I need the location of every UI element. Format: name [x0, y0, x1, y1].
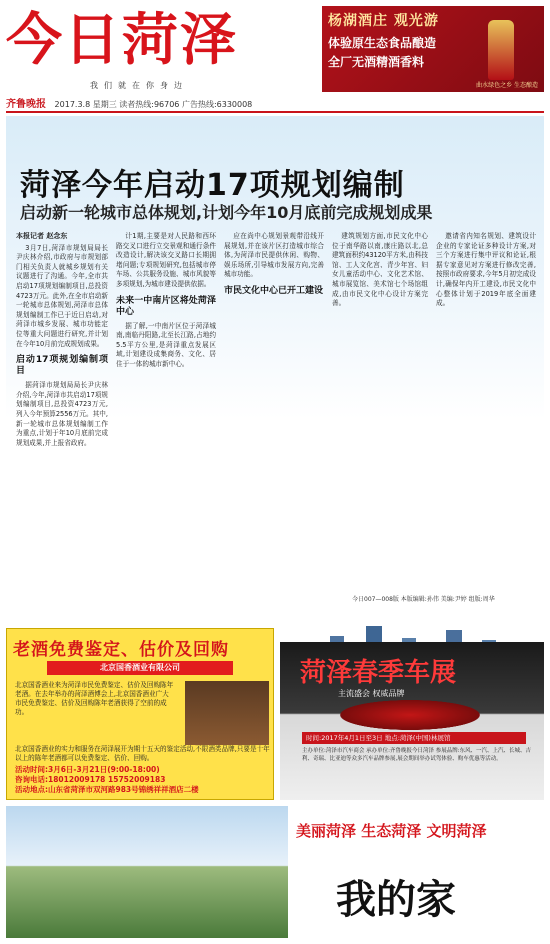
header-ad[interactable]: [322, 6, 544, 92]
city-promo-banner: [6, 806, 544, 938]
article-byline: 本报记者 赵念东: [16, 232, 68, 240]
article-column-5: [436, 232, 536, 482]
article-paragraph: 据菏泽市规划局局长尹庆林介绍,今年,菏泽市共启动17项规划编制项目,总投资4723万元,列入今年预算2556万元。其中,新一轮城市总体规划编制工作为重点,计划于年10月底前完成规划成果,并上报省政府。: [16, 381, 108, 447]
wine-bottle-icon: [488, 20, 514, 80]
header-ad-line1: 杨湖酒庄 观光游: [328, 13, 439, 29]
article-paragraph: 应在尚中心规划景观带沿线开展规划,并在该片区打造城市综合体,为菏泽市民提供休闲、购物、娱乐场所,引导城市发展方向,完善城市功能。: [224, 232, 324, 279]
ad-body-2: 北京国香酒业的实力和服务在菏泽展开为期十五天的鉴定活动,不限酒类品牌,只要是十年以上的陈年老酒都可以免费鉴定、估价、回购。: [15, 745, 270, 762]
section-heading: 未来一中南片区将处菏泽中心: [116, 295, 216, 317]
auto-show-details: 主办单位:菏泽市汽车商会 承办单位:齐鲁晚报今日菏泽 参展品牌:东风、一汽、上汽、长城、吉利、奇瑞、比亚迪等众多汽车品牌参展,展会期间举办试驾体验、购车优惠等活动。: [302, 748, 532, 762]
city-park-image: [6, 806, 288, 938]
car-icon: [340, 700, 480, 730]
auto-show-ad[interactable]: [280, 642, 544, 800]
ad-phone: 咨询电话:18012009178 15752009183: [15, 775, 166, 784]
article-column-2: [116, 232, 216, 612]
auto-show-slogan: 主流盛会 权威品牌: [338, 689, 405, 698]
header-ad-fineprint: 曲水绿色之乡 生态酿造: [476, 82, 538, 89]
article-headline: 菏泽今年启动17项规划编制: [20, 168, 405, 203]
header-ad-line3: 全厂无酒精酒香料: [328, 55, 425, 69]
article-paragraph: 建筑规划方面,市民文化中心位于南华路以南,康庄路以北,总建筑面积约43120平方米,由科技馆、工人文化宫、青少年宫、妇女儿童活动中心、文化艺术馆、城市展览馆、美术馆七个场馆组成,由市民文化中心设计方案完善。: [332, 232, 428, 308]
article-paragraph: 据了解,一中南片区位于菏泽城南,南临丹阳路,北至长江路,占地约5.5平方公里,是菏泽重点发展区域,计划建设成集商务、文化、居住于一体的城市新中心。: [116, 321, 216, 368]
article-subhead: 启动新一轮城市总体规划,计划今年10月底前完成规划成果: [20, 203, 433, 222]
tagline: 我们就在你身边: [90, 81, 188, 90]
appraisal-photo: [185, 681, 269, 745]
lead-article: [6, 116, 544, 622]
newspaper-logo: 今日菏泽: [6, 8, 238, 73]
auto-show-date-bar: 时间:2017年4月1日至3日 地点:菏泽(中国)林展馆: [302, 732, 526, 744]
auto-show-title: 菏泽春季车展: [300, 658, 457, 688]
ad-title: 老酒免费鉴定、估价及回购: [13, 640, 229, 660]
article-paragraph: 邀请省内知名规划、建筑设计企业的专家论证多种设计方案,对三个方案进行集中评议和论证,根据专家意见对方案进行修改完善,按照市政府要求,今年5月初完成设计,确保年内开工建设,市民文化中心整体计划于2019年底全面建成。: [436, 232, 536, 308]
ad-body: 北京国香酒业来为菏泽市民免费鉴定、估价及回购陈年老酒。在去年举办的菏泽酒博会上,北京国香酒业广大市民免费鉴定、估价及回购陈年老酒获得了空前的成功。: [15, 681, 174, 716]
dateline: [6, 95, 316, 109]
section-heading: 启动17项规划编制项目: [16, 355, 108, 377]
ad-place: 活动地点:山东省菏泽市双河路983号锦绣祥祥酒店二楼: [15, 785, 199, 794]
ad-time: 活动时间:3月6日-3月21日(9:00-18:00): [15, 765, 160, 774]
article-column-3: [224, 232, 324, 512]
section-heading: 市民文化中心已开工建设: [224, 285, 324, 296]
page-footer-credits: 今日007—008版 本版编辑:孙伟 美编:尹婷 组版:周华: [352, 596, 495, 603]
article-paragraph: 计1期,主要是对人民路和西环路交叉口进行立交景观和通行条件改造设计,解决该交叉路口长期拥堵问题;专项规划研究,包括城市停车场、公共服务设施、城市风貌等多项规划,为城市建设提供依据。: [116, 232, 216, 288]
header-ad-line2: 体验原生态食品酿造: [328, 36, 437, 50]
liquor-appraisal-ad[interactable]: [6, 628, 274, 800]
paper-name: 齐鲁晚报: [6, 99, 46, 110]
article-paragraph: 3月7日,菏泽市规划局局长尹庆林介绍,市政府与市规划部门相关负责人就城乡规划有关议题进行了沟通。今年,全市共启动17项规划编制项目,总投资4723万元。此外,在全市启动新一轮城市总体规划,菏泽市总体规划编制工作已于近日启动,对菏泽市城乡发展、城市功能定位等重大问题进行研究,并计划在今年10月前完成规划成果。: [16, 243, 108, 348]
header-divider: [6, 111, 544, 113]
article-column-4: [332, 232, 428, 482]
banner-slogan: 美丽菏泽 生态菏泽 文明菏泽: [296, 822, 487, 840]
ad-event-info: [15, 765, 273, 795]
masthead: [0, 0, 550, 112]
date-contact: 2017.3.8 星期三 读者热线:96706 广告热线:6330008: [54, 100, 253, 109]
article-column-1: [16, 232, 108, 612]
ad-company: 北京国香酒业有限公司: [47, 661, 233, 675]
banner-calligraphy: 我的家: [336, 876, 456, 923]
